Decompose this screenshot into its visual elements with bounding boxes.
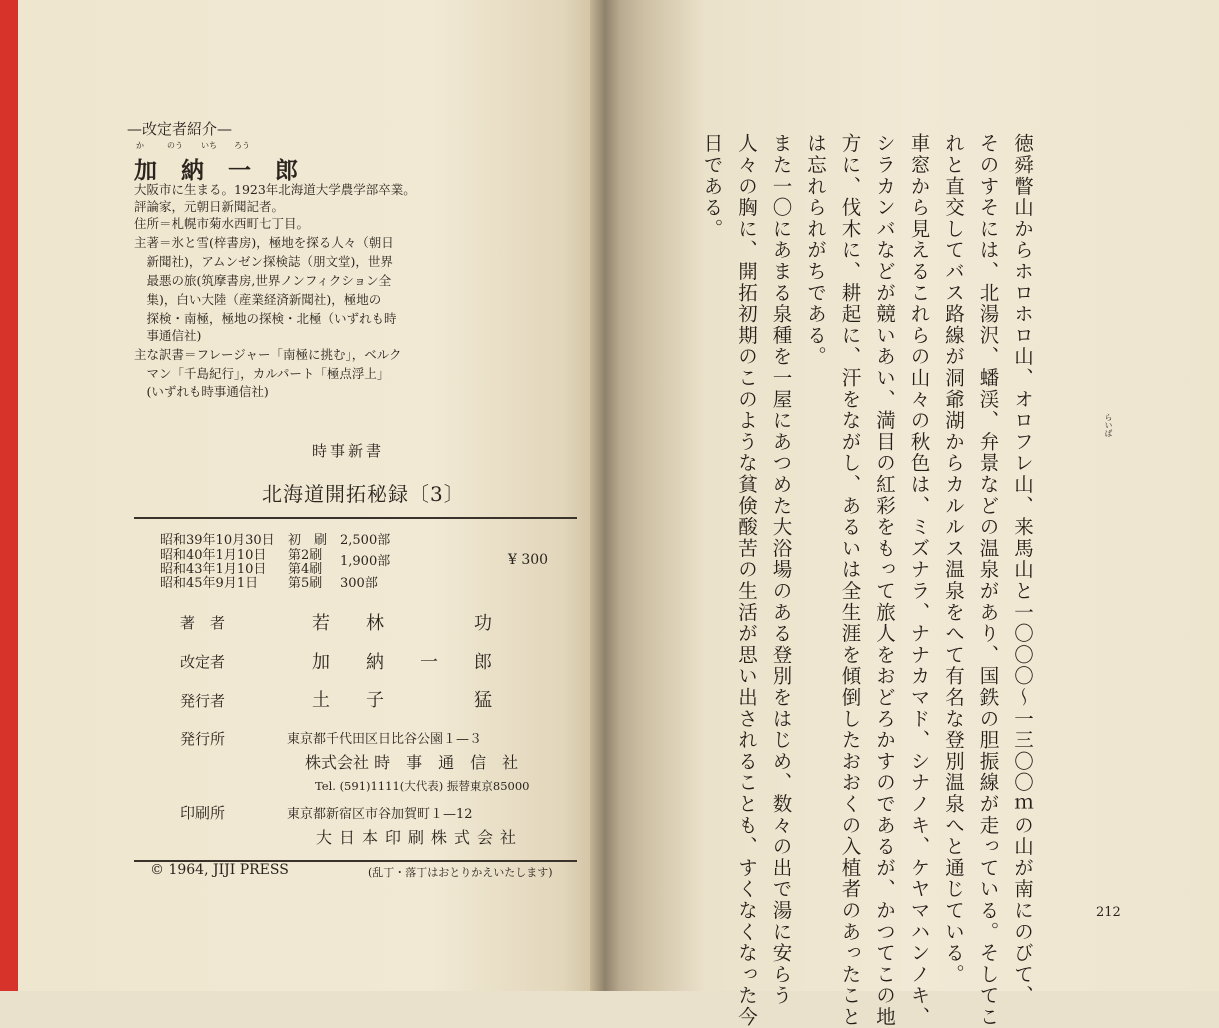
divider	[134, 517, 577, 519]
collation-notice: (乱丁・落丁はおとりかえいたします)	[368, 866, 553, 879]
bio-title: —改定者紹介—	[127, 120, 233, 138]
edition-print: 第5刷	[288, 576, 323, 591]
price: ¥ 300	[508, 552, 549, 568]
bio-line: 大阪市に生まる。1923年北海道大学農学部卒業。	[134, 182, 416, 197]
bio-line: 最悪の旅(筑摩書房,世界ノンフィクション全	[134, 273, 392, 288]
text-column: れと直交してバス路線が洞爺湖からカルルス温泉をへて有名な登別温泉へと通じている。	[942, 133, 965, 985]
edition-date: 昭和39年10月30日	[160, 533, 275, 548]
bio-line: 評論家，元朝日新聞記者。	[134, 199, 285, 214]
bio-line: 住所＝札幌市菊水西町七丁目。	[134, 216, 310, 231]
text-column: 日である。	[700, 133, 724, 240]
page-number: 212	[1096, 905, 1121, 920]
book-title: 北海道開拓秘録〔3〕	[262, 482, 465, 506]
office-address: 東京都千代田区日比谷公園１—３	[287, 732, 483, 747]
text-column: は忘れられがちである。	[804, 133, 827, 368]
edition-date: 昭和43年1月10日	[160, 562, 267, 577]
telephone: Tel. (591)1111(大代表) 振替東京85000	[315, 779, 530, 793]
text-column: 方に、伐木に、耕起に、汗をながし、あるいは全生涯を傾倒したおおくの入植者のあったこと	[838, 133, 862, 1028]
ruby-ichi: いち	[201, 141, 217, 150]
text-column: 徳舜瞥山からホロホロ山、オロフレ山、来馬山と一〇〇〇～一三〇〇ｍの山が南にのびて、	[1011, 133, 1034, 1007]
edition-print: 第2刷	[288, 548, 323, 563]
series-name: 時事新書	[312, 442, 385, 460]
bio-line: 主な訳書＝フレージャー「南極に挑む」，ベルク	[134, 347, 402, 362]
publisher-label: 発行者	[180, 692, 226, 710]
reviser-label: 改定者	[180, 653, 226, 671]
bio-line: マン「千島紀行」，カルパート「極点浮上」	[134, 366, 390, 381]
edition-date: 昭和45年9月1日	[160, 576, 259, 591]
bio-line: 事通信社)	[134, 328, 202, 343]
ruby-raiba: らいば	[1104, 413, 1113, 437]
edition-row	[160, 533, 390, 548]
copyright: © 1964, JIJI PRESS	[150, 862, 289, 878]
book-gutter	[590, 0, 620, 991]
bio-line: 主著＝氷と雪(梓書房)，極地を探る人々（朝日	[134, 235, 394, 250]
bio-line: (いずれも時事通信社)	[134, 384, 269, 399]
office-label: 発行所	[180, 730, 226, 748]
text-column: また一〇にあまる泉種を一屋にあつめた大浴場のある登別をはじめ、数々の出で湯に安らう	[769, 133, 793, 1007]
bio-line: 新聞社)，アムンゼン探検誌（朋文堂)，世界	[134, 254, 393, 269]
edition-copies: 1,900部	[340, 554, 391, 569]
edition-copies: 2,500部	[340, 533, 391, 548]
printer-company: 大日本印刷株式会社	[316, 828, 524, 847]
reviser-value: 加 納 一 郎	[312, 652, 492, 673]
edition-row	[160, 548, 340, 563]
ruby-rou: ろう	[234, 141, 250, 150]
text-column: そのすそには、北湯沢、蟠渓、弁景などの温泉があり、国鉄の胆振線が走っている。そしてこ	[976, 133, 1000, 1028]
ruby-nou: のう	[167, 141, 183, 150]
publisher-company: 株式会社 時 事 通 信 社	[305, 753, 519, 772]
text-column: シラカンバなどが競いあい、満目の紅彩をもって旅人をおどろかすのであるが、かつてこの地	[873, 133, 896, 1028]
edition-print: 第4刷	[288, 562, 323, 577]
text-column: 人々の胸に、開拓初期のこのような貧倹酸苦の生活が思い出されることも、すくなくなった今	[735, 133, 758, 1028]
edition-copies: 300部	[340, 576, 378, 591]
edition-date: 昭和40年1月10日	[160, 548, 267, 563]
vertical-body-text	[694, 133, 1039, 1028]
ruby-ka: か	[136, 141, 144, 150]
edition-row	[160, 576, 378, 591]
printer-address: 東京都新宿区市谷加賀町１—12	[287, 807, 473, 822]
red-page-edge	[0, 0, 18, 991]
reviser-name-heading: 加 納 一 郎	[134, 157, 307, 184]
publisher-value: 土 子 猛	[312, 690, 492, 711]
printer-label: 印刷所	[180, 804, 226, 822]
author-value: 若 林 功	[312, 613, 492, 634]
edition-print: 初 刷	[288, 533, 328, 548]
bio-line: 探検・南極，極地の探検・北極（いずれも時	[134, 311, 397, 326]
author-label: 著 者	[180, 614, 226, 632]
text-column: 車窓から見えるこれらの山々の秋色は、ミズナラ、ナナカマド、シナノキ、ケヤマハンノキ、	[907, 133, 931, 1028]
show-through-text	[820, 105, 851, 127]
bio-line: 集)，白い大陸（産業経済新聞社)，極地の	[134, 292, 382, 307]
